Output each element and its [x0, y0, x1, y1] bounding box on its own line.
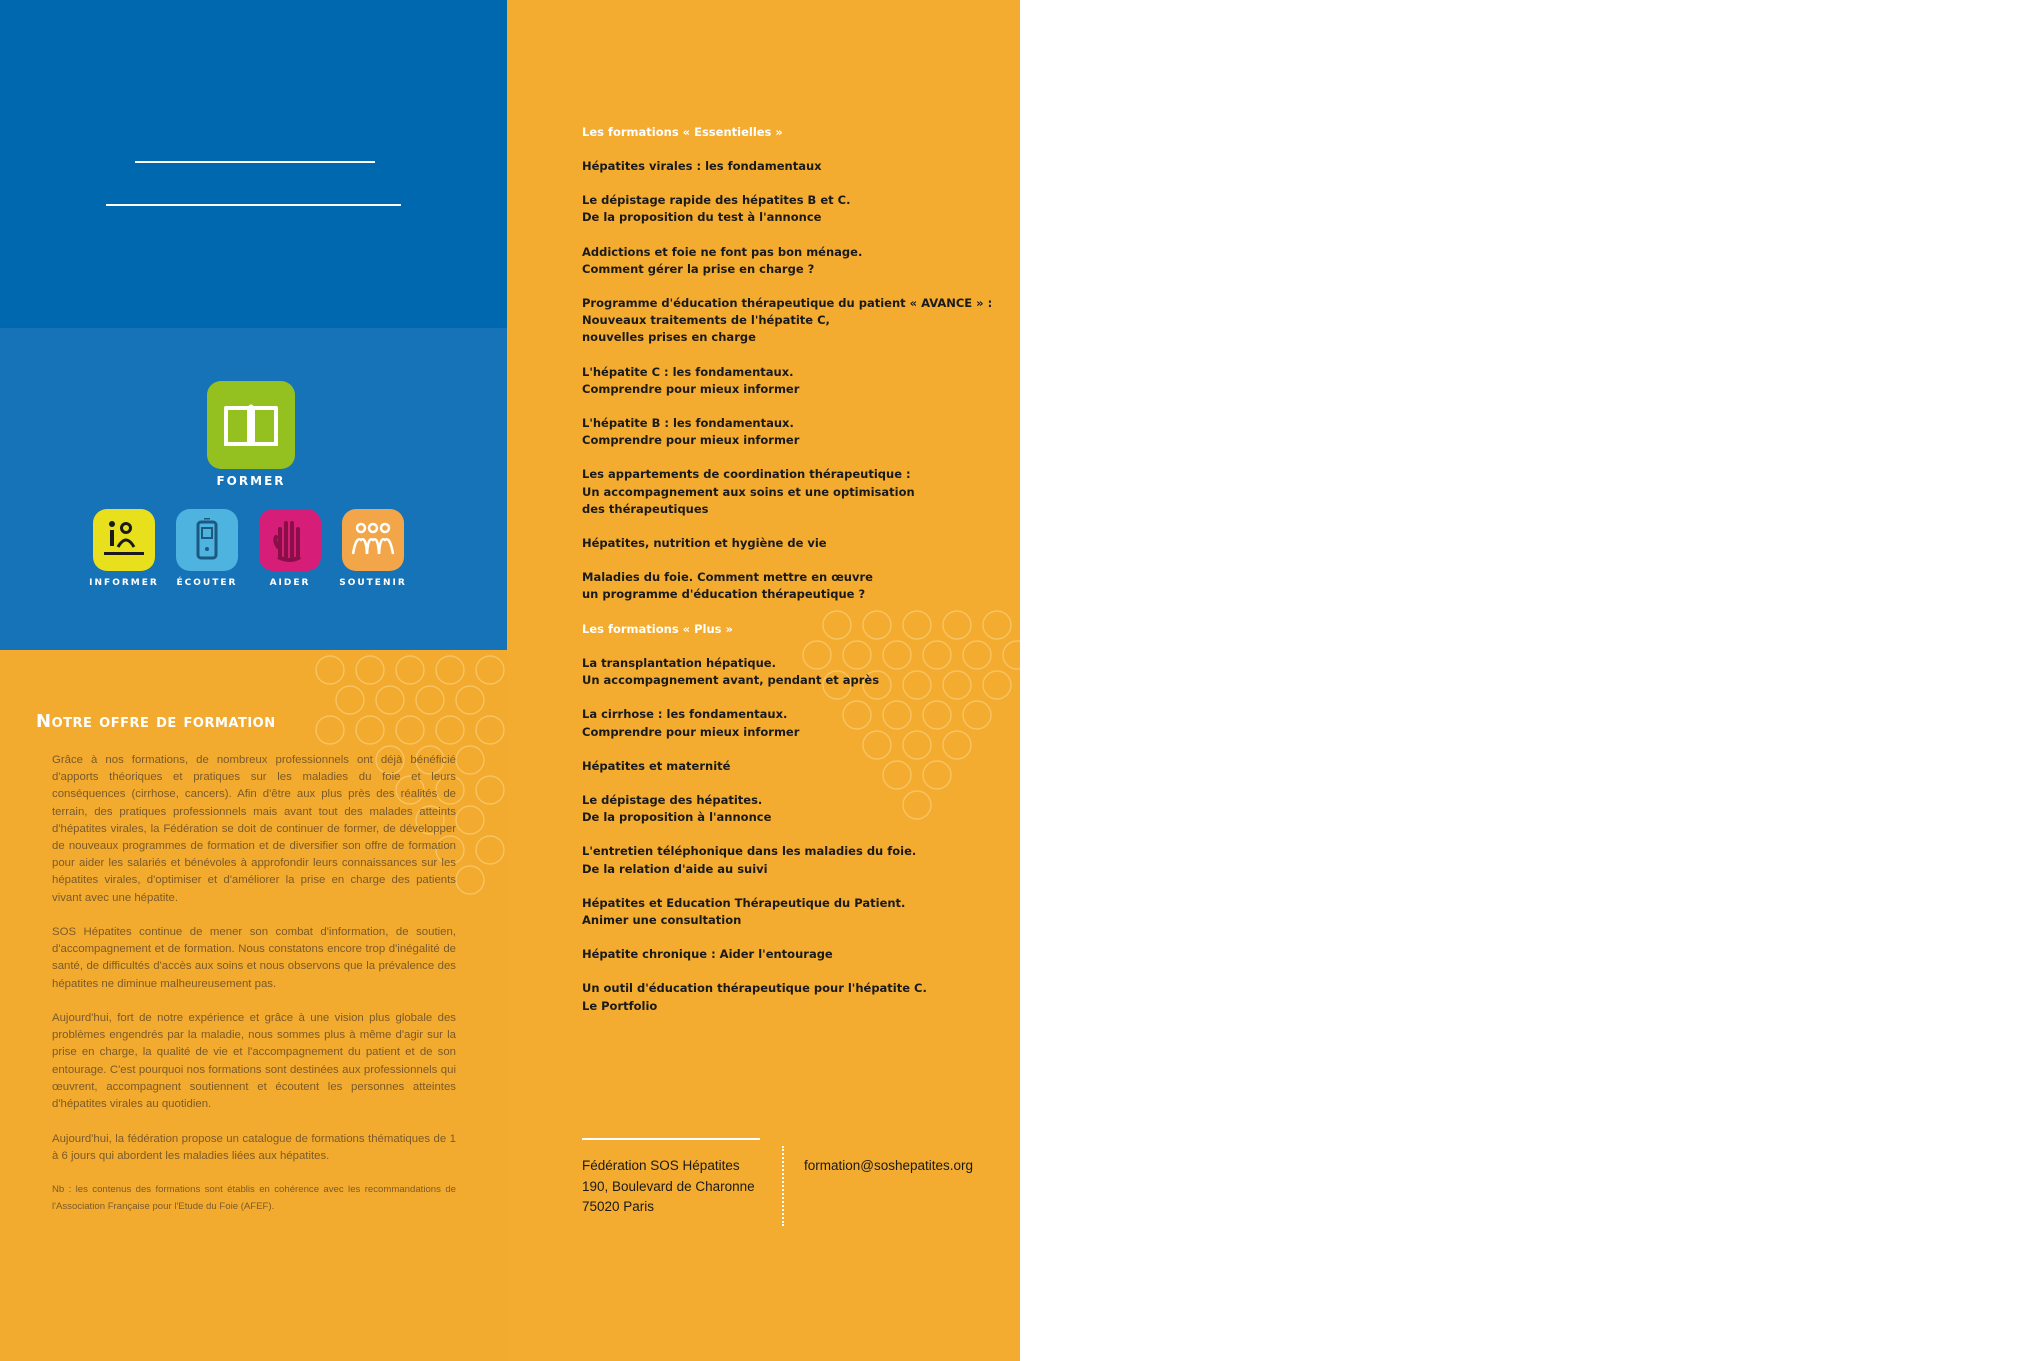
- open-book-icon: [222, 402, 280, 448]
- plus-course-line: Un outil d'éducation thérapeutique pour l'hépatite C.: [582, 981, 927, 996]
- plus-course-line: Un accompagnement avant, pendant et après: [582, 673, 880, 688]
- plus-course-8: [582, 980, 1012, 1014]
- essentials-course-2: [582, 192, 1012, 226]
- essentials-course-8: [582, 535, 1012, 552]
- ecouter-tile: [176, 509, 238, 571]
- essentials-course-5: [582, 364, 1012, 398]
- contact-address-line-2: 190, Boulevard de Charonne: [582, 1178, 755, 1194]
- essentials-course-line: nouvelles prises en charge: [582, 330, 756, 345]
- plus-course-line: De la relation d'aide au suivi: [582, 861, 768, 876]
- essentials-course-line: L'hépatite C : les fondamentaux.: [582, 364, 794, 379]
- essentials-course-line: Hépatites virales : les fondamentaux: [582, 159, 822, 173]
- essentials-heading: Les formations « Essentielles »: [582, 125, 783, 139]
- plus-course-line: Hépatites et Education Thérapeutique du Patient.: [582, 895, 906, 910]
- essentials-course-line: un programme d'éducation thérapeutique ?: [582, 587, 866, 602]
- offer-paragraph-3: Aujourd'hui, fort de notre expérience et grâce à une vision plus globale des problèmes engendrés par la maladie, nous sommes plus à même d'agir sur la prise en charge, la qualité de vie et l'accompagnement du patient et de son entourage. C'est pourquoi nos formations sont destinées aux professionnels qui œuvrent, accompagnent soutiennent et écoutent les personnes atteintes d'hépatites virales au quotidien.: [52, 1012, 456, 1111]
- essentials-course-line: L'hépatite B : les fondamentaux.: [582, 416, 794, 430]
- essentials-course-4: [582, 295, 1012, 347]
- plus-heading: Les formations « Plus »: [582, 622, 733, 636]
- essentials-course-line: Programme d'éducation thérapeutique du patient « AVANCE » :: [582, 296, 993, 310]
- plus-course-line: Comprendre pour mieux informer: [582, 724, 800, 739]
- plus-course-line: Hépatite chronique : Aider l'entourage: [582, 947, 833, 962]
- plus-course-1: [582, 655, 1012, 689]
- soutenir-label: SOUTENIR: [339, 578, 407, 588]
- essentials-course-line: Addictions et foie ne font pas bon ménage.: [582, 244, 863, 259]
- phone-icon: [192, 518, 222, 562]
- essentials-course-3: [582, 244, 1012, 278]
- contact-divider: [782, 1146, 784, 1226]
- essentials-course-line: Hépatites, nutrition et hygiène de vie: [582, 536, 827, 550]
- essentials-course-6: [582, 415, 1012, 449]
- informer-tile: [93, 509, 155, 571]
- offer-paragraph-4: Aujourd'hui, la fédération propose un catalogue de formations thématiques de 1 à 6 jours qui abordent les maladies liées aux hépatites.: [52, 1133, 456, 1163]
- plus-course-line: De la proposition à l'annonce: [582, 810, 772, 825]
- plus-course-3: [582, 758, 1012, 775]
- former-tile: [207, 381, 295, 469]
- essentials-course-line: Le dépistage rapide des hépatites B et C.: [582, 193, 851, 208]
- offer-paragraph-2: SOS Hépatites continue de mener son combat d'information, de soutien, d'accompagnement et de formation. Nous constatons encore trop d'inégalité de santé, de difficultés d'accès aux soins et nous observons que la prévalence des hépatites ne diminue malheureusement pas.: [52, 926, 456, 990]
- title-rule-top: [135, 161, 375, 163]
- essentials-course-line: des thérapeutiques: [582, 501, 709, 516]
- offer-note: Nb : les contenus des formations sont établis en cohérence avec les recommandations de l'Association Française pour l'Etude du Foie (AFEF).: [52, 1184, 456, 1212]
- offer-title: Notre offre de formation: [36, 711, 276, 732]
- former-label: FORMER: [216, 474, 286, 488]
- plus-course-5: [582, 843, 1012, 877]
- plus-course-line: La transplantation hépatique.: [582, 656, 776, 670]
- contact-address-line-3: 75020 Paris: [582, 1199, 655, 1214]
- essentials-course-line: Maladies du foie. Comment mettre en œuvre: [582, 570, 873, 585]
- essentials-course-line: Comprendre pour mieux informer: [582, 433, 800, 448]
- mission-icons-panel: [0, 328, 507, 650]
- aider-tile: [259, 509, 321, 571]
- plus-course-line: Hépatites et maternité: [582, 758, 731, 773]
- essentials-course-7: [582, 466, 1012, 518]
- contact-address-line-1: Fédération SOS Hépatites: [582, 1158, 740, 1173]
- plus-course-line: Animer une consultation: [582, 913, 742, 927]
- contact-email-link[interactable]: formation@soshepatites.org: [804, 1158, 974, 1173]
- contact-rule: [582, 1138, 760, 1140]
- plus-course-2: [582, 706, 1012, 740]
- aider-label: AIDER: [269, 578, 311, 588]
- plus-course-4: [582, 792, 1012, 826]
- essentials-course-line: Comprendre pour mieux informer: [582, 381, 800, 396]
- plus-course-line: La cirrhose : les fondamentaux.: [582, 707, 788, 722]
- hand-icon: [270, 517, 310, 563]
- person-info-icon: [102, 519, 146, 561]
- essentials-course-line: Les appartements de coordination thérapeutique :: [582, 467, 911, 482]
- ecouter-label: ÉCOUTER: [176, 578, 238, 588]
- plus-course-line: Le dépistage des hépatites.: [582, 793, 763, 807]
- essentials-course-9: [582, 569, 1012, 603]
- plus-course-line: Le Portfolio: [582, 998, 658, 1013]
- plus-course-7: [582, 946, 1012, 963]
- offer-paragraph-1: Grâce à nos formations, de nombreux professionnels ont déjà bénéficié d'apports théoriques et pratiques sur les maladies du foie et leurs conséquences (cirrhose, cancers). Afin d'être aux plus près des réalités de terrain, des pratiques professionnels mais avant tout des malades atteints d'hépatites virales, la Fédération se doit de continuer de former, de développer de nouveaux programmes de formation et de diversifier son offre de formation pour aider les salariés et bénévoles à approfondir leurs connaissances sur les hépatites virales, d'optimiser et d'améliorer la prise en charge des patients vivant avec une hépatite.: [52, 754, 456, 904]
- cover-top-panel: [0, 0, 507, 328]
- soutenir-tile: [342, 509, 404, 571]
- essentials-course-line: Nouveaux traitements de l'hépatite C,: [582, 313, 830, 328]
- contact-address: [582, 1156, 755, 1218]
- plus-course-line: L'entretien téléphonique dans les maladies du foie.: [582, 844, 917, 859]
- informer-label: INFORMER: [89, 578, 159, 588]
- essentials-course-line: Comment gérer la prise en charge ?: [582, 261, 815, 276]
- title-rule-bottom: [106, 204, 401, 206]
- plus-course-6: [582, 895, 1012, 929]
- essentials-course-line: De la proposition du test à l'annonce: [582, 210, 822, 225]
- essentials-course-line: Un accompagnement aux soins et une optimisation: [582, 484, 915, 499]
- essentials-course-1: [582, 158, 1012, 175]
- group-icon: [349, 520, 397, 560]
